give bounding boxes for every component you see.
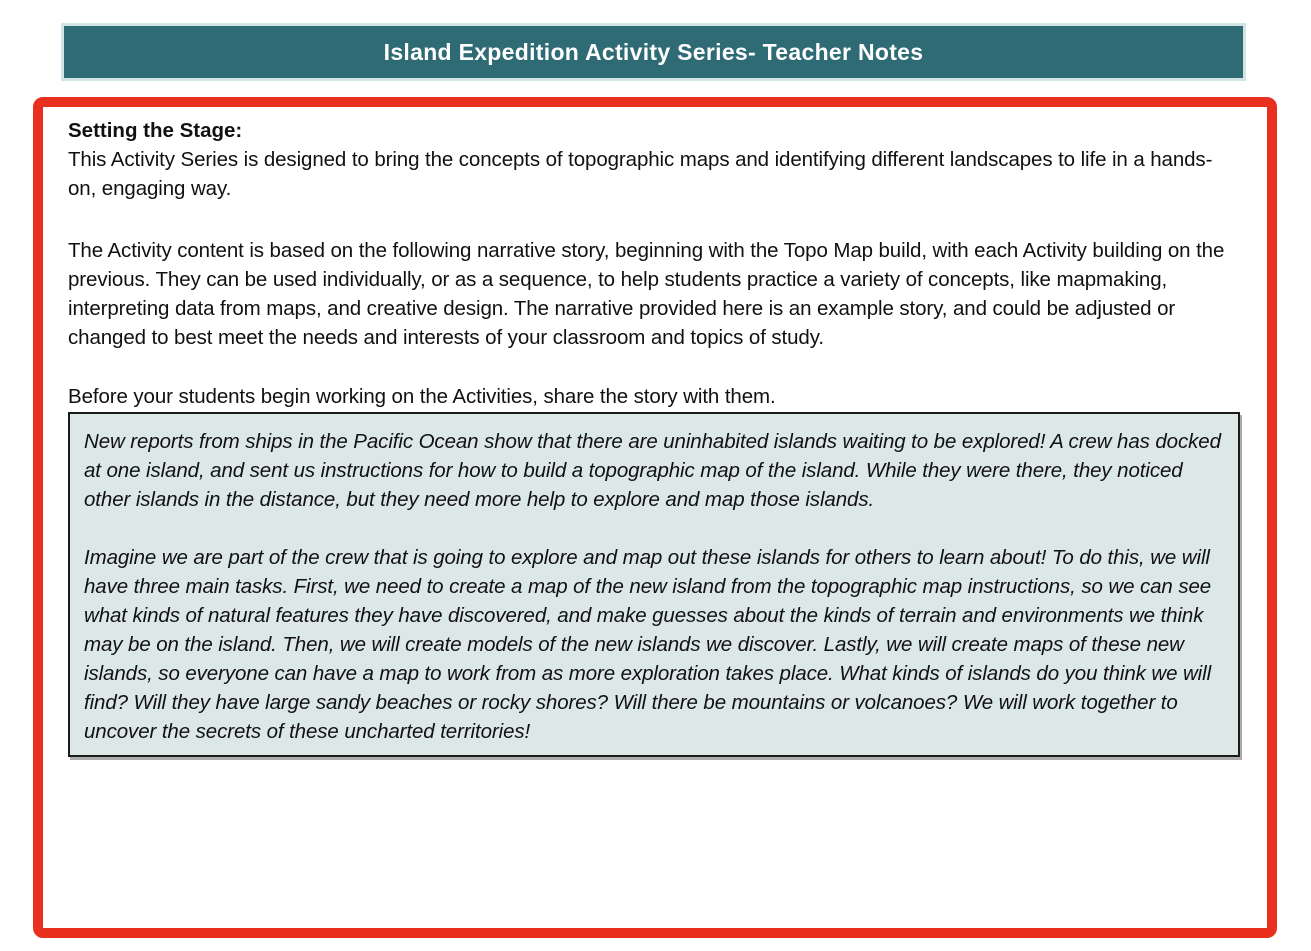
- intro-paragraph: This Activity Series is designed to bring the concepts of topographic maps and identifying different landscapes to life in a hands-on, engaging way.: [68, 148, 1213, 200]
- story-paragraph-2: Imagine we are part of the crew that is going to explore and map out these islands for others to learn about! To do this, we will have three main tasks. First, we need to create a map of the new island from the topographic map instructions, so we can see what kinds of natural features they have discovered, and make guesses about the kinds of terrain and environments we think may be on the island. Then, we will create models of the new islands we discover. Lastly, we will create maps of these new islands, so everyone can have a map to work from as more exploration takes place. What kinds of islands do you think we will find? Will they have large sandy beaches or rocky shores? Will there be mountains or volcanoes? We will work together to uncover the secrets of these uncharted territories!: [84, 546, 1212, 743]
- teacher-instruction-paragraph: Before your students begin working on the Activities, share the story with them.: [68, 385, 776, 408]
- content-frame: [33, 97, 1277, 938]
- document-title-bar: [61, 23, 1246, 81]
- narrative-story-box: [68, 412, 1240, 757]
- page-title: Island Expedition Activity Series- Teacher Notes: [383, 38, 924, 65]
- section-heading: Setting the Stage:: [68, 119, 243, 142]
- series-description-paragraph: The Activity content is based on the following narrative story, beginning with the Topo Map build, with each Activity building on the previous. They can be used individually, or as a sequence, to help students practice a variety of concepts, like mapmaking, interpreting data from maps, and creative design. The narrative provided here is an example story, and could be adjusted or changed to best meet the needs and interests of your classroom and topics of study.: [68, 239, 1225, 349]
- story-paragraph-1: New reports from ships in the Pacific Ocean show that there are uninhabited islands waiting to be explored! A crew has docked at one island, and sent us instructions for how to build a topographic map of the island. While they were there, they noticed other islands in the distance, but they need more help to explore and map those islands.: [84, 430, 1221, 511]
